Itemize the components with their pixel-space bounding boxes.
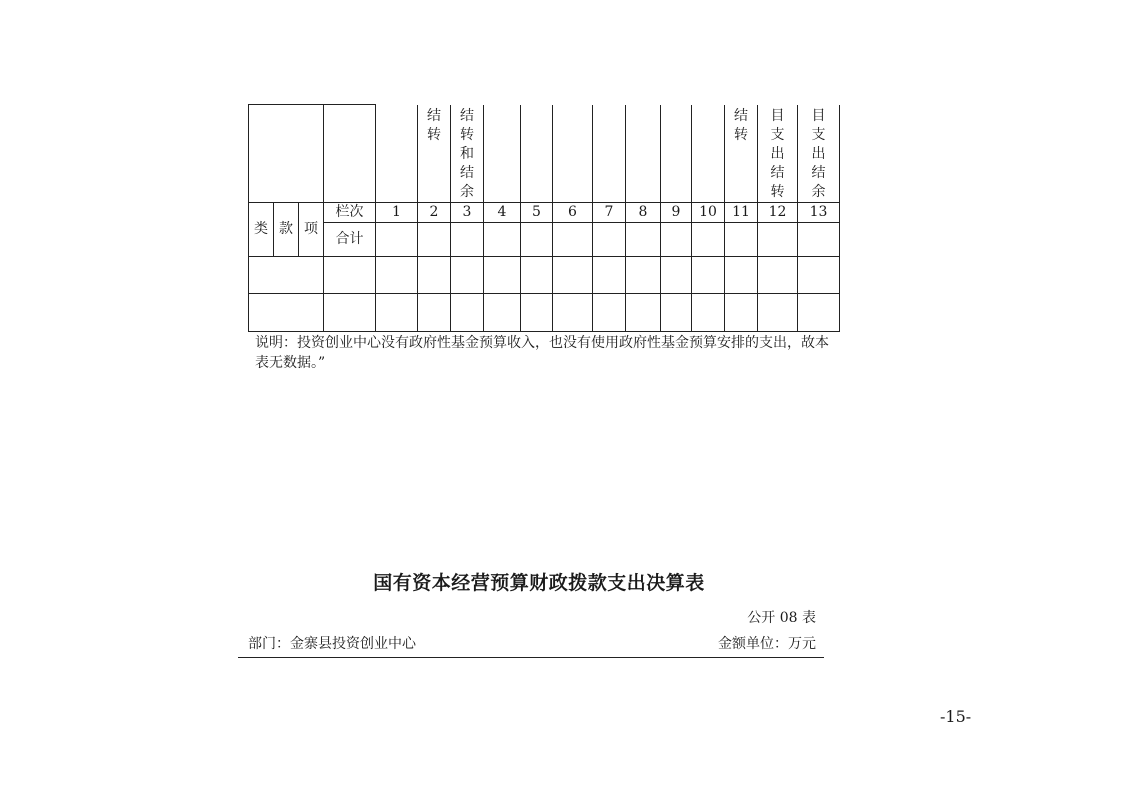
header-cell-col12 — [758, 105, 798, 203]
table-cell — [798, 222, 840, 256]
form-title: 国有资本经营预算财政拨款支出决算表 — [373, 572, 705, 594]
column-number: 4 — [484, 202, 521, 222]
page-number: -15- — [940, 707, 972, 726]
header-col12-text: 目 支 出 结 转 — [770, 107, 785, 200]
header-row — [249, 105, 840, 203]
table-cell — [324, 256, 376, 293]
table-cell — [553, 222, 593, 256]
form-number: 公开 08 表 — [747, 610, 816, 626]
table-cell — [626, 256, 661, 293]
table-cell — [249, 256, 324, 293]
table-cell — [376, 222, 418, 256]
header-cell-col8 — [626, 105, 661, 203]
table-row — [249, 256, 840, 293]
table-cell — [484, 293, 521, 331]
header-cell-col9 — [661, 105, 692, 203]
table-cell — [376, 293, 418, 331]
table-cell — [418, 222, 451, 256]
table-cell — [692, 293, 725, 331]
table-cell — [798, 256, 840, 293]
table-cell — [593, 222, 626, 256]
column-number: 1 — [376, 202, 418, 222]
table-cell — [626, 293, 661, 331]
table-cell — [249, 293, 324, 331]
table-cell — [451, 222, 484, 256]
row-label-heji: 合计 — [324, 222, 376, 256]
table-cell — [692, 222, 725, 256]
header-cell-label — [324, 105, 376, 203]
category-lei: 类 — [249, 202, 274, 256]
table-cell — [661, 293, 692, 331]
column-number: 3 — [451, 202, 484, 222]
table-cell — [593, 256, 626, 293]
column-number: 13 — [798, 202, 840, 222]
column-number: 11 — [725, 202, 758, 222]
column-number: 10 — [692, 202, 725, 222]
column-number: 2 — [418, 202, 451, 222]
column-number: 6 — [553, 202, 593, 222]
header-cell-col7 — [593, 105, 626, 203]
header-cell-col1 — [376, 105, 418, 203]
header-divider — [238, 657, 824, 658]
table-cell — [324, 293, 376, 331]
table-cell — [521, 222, 553, 256]
table-row — [249, 293, 840, 331]
header-cell-col10 — [692, 105, 725, 203]
table-cell — [758, 293, 798, 331]
column-number: 8 — [626, 202, 661, 222]
header-cell-col5 — [521, 105, 553, 203]
table-cell — [593, 293, 626, 331]
table-cell — [798, 293, 840, 331]
table-cell — [553, 293, 593, 331]
header-col2-text: 结 转 — [427, 107, 441, 143]
column-number: 9 — [661, 202, 692, 222]
header-cell-col4 — [484, 105, 521, 203]
table-cell — [725, 222, 758, 256]
table-cell — [451, 293, 484, 331]
table-cell — [521, 293, 553, 331]
header-col11-text: 结 转 — [734, 107, 748, 143]
table-cell — [661, 222, 692, 256]
fund-budget-table — [248, 104, 840, 332]
column-number: 12 — [758, 202, 798, 222]
header-cell-col11 — [725, 105, 758, 203]
table-cell — [661, 256, 692, 293]
table-cell — [376, 256, 418, 293]
header-cell-col6 — [553, 105, 593, 203]
header-cell-col3 — [451, 105, 484, 203]
table-cell — [521, 256, 553, 293]
table-cell — [418, 256, 451, 293]
table-cell — [758, 222, 798, 256]
header-cell-col13 — [798, 105, 840, 203]
table-cell — [484, 222, 521, 256]
table-cell — [725, 293, 758, 331]
header-cell-category — [249, 105, 324, 203]
row-label-lanci: 栏次 — [324, 202, 376, 222]
amount-unit-label: 金额单位：万元 — [718, 636, 816, 652]
category-kuan: 款 — [274, 202, 299, 256]
department-label: 部门：金寨县投资创业中心 — [248, 636, 416, 652]
table-cell — [484, 256, 521, 293]
table-cell — [451, 256, 484, 293]
table-cell — [725, 256, 758, 293]
table-cell — [758, 256, 798, 293]
total-row — [249, 222, 840, 256]
column-number: 5 — [521, 202, 553, 222]
header-col3-text: 结 转 和 结 余 — [460, 107, 474, 200]
table-note: 说明：投资创业中心没有政府性基金预算收入，也没有使用政府性基金预算安排的支出，故本表无数据。” — [255, 335, 829, 371]
table-cell — [692, 256, 725, 293]
header-col13-text: 目 支 出 结 余 — [811, 107, 826, 200]
header-cell-col2 — [418, 105, 451, 203]
table-cell — [418, 293, 451, 331]
table-cell — [626, 222, 661, 256]
table-cell — [553, 256, 593, 293]
category-xiang: 项 — [299, 202, 324, 256]
column-number: 7 — [593, 202, 626, 222]
column-number-row — [249, 202, 840, 222]
